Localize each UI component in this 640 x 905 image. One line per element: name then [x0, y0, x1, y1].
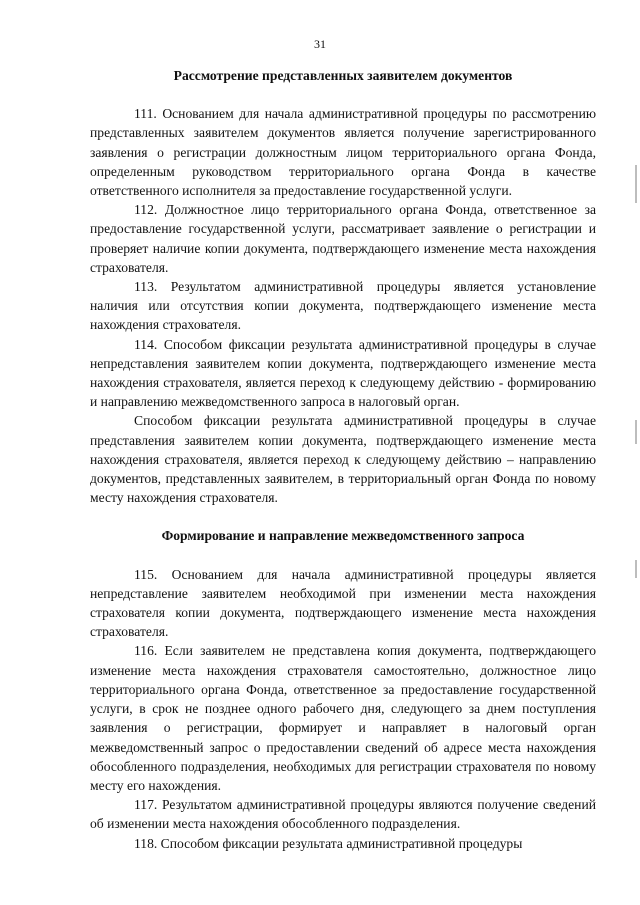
scan-margin-mark	[635, 165, 637, 203]
paragraph-113: 113. Результатом административной процедуры является установление наличия или отсутствия копии документа, подтверждающего изменение места нахождения страхователя.	[90, 279, 596, 333]
paragraph-116: 116. Если заявителем не представлена копия документа, подтверждающего изменение места нахождения страхователя самостоятельно, должностное лицо территориального органа Фонда, ответственное за предоставление государственной услуги, в срок не позднее одного рабочего дня, следующего за днем поступления заявления о регистрации, формирует и направляет в налоговый орган межведомственный запрос о предоставлении сведений об адресе места нахождения обособленного подразделения, необходимых для регистрации страхователя по новому месту его нахождения.	[90, 643, 596, 793]
paragraph-114: 114. Способом фиксации результата административной процедуры в случае непредставления заявителем копии документа, подтверждающего изменение места нахождения страхователя, является переход к следующему действию - формированию и направлению межведомственного запроса в налоговый орган.	[90, 336, 596, 410]
section-heading-interagency-request: Формирование и направление межведомственного запроса	[161, 528, 525, 544]
paragraph-118: 118. Способом фиксации результата административной процедуры	[134, 835, 523, 851]
paragraph-115: 115. Основанием для начала административной процедуры является непредставление заявителем необходимой при изменении места нахождения страхователя копии документа, подтверждающего изменение места нахождения страхователя.	[90, 566, 596, 640]
page-content	[90, 66, 596, 853]
paragraph-117: 117. Результатом административной процедуры являются получение сведений об изменении места нахождения обособленного подразделения.	[90, 797, 596, 832]
scan-margin-mark	[635, 560, 637, 578]
paragraph-112: 112. Должностное лицо территориального органа Фонда, ответственное за предоставление государственной услуги, рассматривает заявление о регистрации и проверяет наличие копии документа, подтверждающего изменение места нахождения страхователя.	[90, 202, 596, 275]
paragraph-114-continued: Способом фиксации результата административной процедуры в случае представления заявителем копии документа, подтверждающего изменение места нахождения страхователя, является переход к следующему действию – направлению документов, представленных заявителем, в территориальный орган Фонда по новому месту нахождения страхователя.	[90, 413, 596, 506]
section-heading-review: Рассмотрение представленных заявителем документов	[173, 68, 513, 83]
page-number: 31	[314, 37, 326, 51]
scan-margin-mark	[635, 420, 637, 444]
paragraph-111: 111. Основанием для начала административной процедуры по рассмотрению представленных заявителем документов является получение зарегистрированного заявления о регистрации должностным лицом территориального органа Фонда, определенным руководством территориального органа Фонда в качестве ответственного исполнителя за предоставление государственной услуги.	[90, 106, 596, 199]
